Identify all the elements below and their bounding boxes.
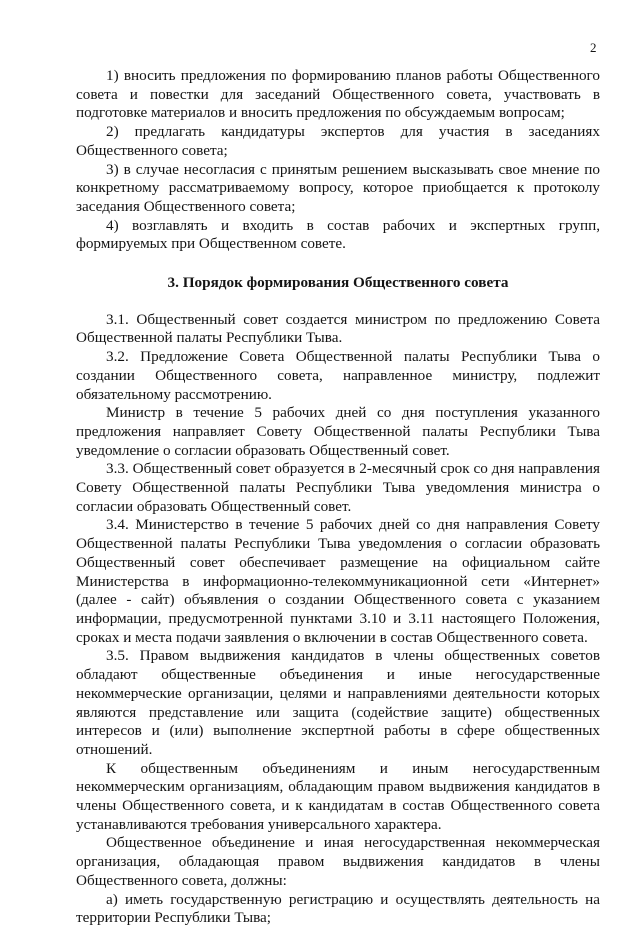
paragraph: 3.4. Министерство в течение 5 рабочих дней со дня направления Совету Общественной палаты Республики Тыва уведомления о согласии образовать Общественный совет обеспечивает размещение на официальном сайте Министерства в информационно-телекоммуникационной сети «Интернет» (далее - сайт) объявления о создании Общественного совета с указанием информации, предусмотренной пунктами 3.10 и 3.11 настоящего Положения, сроках и места подачи заявления о включении в состав Общественного совета.	[76, 516, 600, 646]
paragraph: 4) возглавлять и входить в состав рабочих и экспертных групп, формируемых при Общественном совете.	[76, 216, 600, 253]
section-heading: 3. Порядок формирования Общественного совета	[167, 274, 509, 292]
paragraph: 3) в случае несогласия с принятым решением высказывать свое мнение по конкретному рассматриваемому вопросу, которое приобщается к протоколу заседания Общественного совета;	[76, 160, 600, 215]
paragraph: К общественным объединениям и иным негосударственным некоммерческим организациям, обладающим правом выдвижения кандидатов в члены Общественного совета, и к кандидатам в состав Общественного совета устанавливаются требования универсального характера.	[76, 759, 600, 833]
paragraph: Министр в течение 5 рабочих дней со дня поступления указанного предложения направляет Совету Общественной палаты Республики Тыва уведомление о согласии образовать Общественный совет.	[76, 404, 600, 459]
paragraph: 3.3. Общественный совет образуется в 2-месячный срок со дня направления Совету Общественной палаты Республики Тыва уведомления министра о согласии образовать Общественный совет.	[76, 460, 600, 515]
page-number: 2	[590, 40, 597, 55]
paragraph: Общественное объединение и иная негосударственная некоммерческая организация, обладающая правом выдвижения кандидатов в члены Общественного совета, должны:	[76, 834, 600, 889]
paragraph: а) иметь государственную регистрацию и осуществлять деятельность на территории Республики Тыва;	[76, 890, 600, 927]
paragraph: 1) вносить предложения по формированию планов работы Общественного совета и повестки для заседаний Общественного совета, участвовать в подготовке материалов и вносить предложения по обсуждаемым вопросам;	[76, 67, 600, 122]
paragraph: 3.2. Предложение Совета Общественной палаты Республики Тыва о создании Общественного совета, направленное министру, подлежит обязательному рассмотрению.	[76, 348, 600, 403]
paragraph: 3.5. Правом выдвижения кандидатов в члены общественных советов обладают общественные объединения и иные негосударственные некоммерческие организации, целями и направлениями деятельности которых являются представление или защита (содействие защите) общественных интересов и (или) выполнение экспертной работы в сфере общественных отношений.	[76, 647, 600, 758]
document-body	[76, 67, 600, 928]
paragraph: 2) предлагать кандидатуры экспертов для участия в заседаниях Общественного совета;	[76, 123, 600, 159]
paragraph: 3.1. Общественный совет создается министром по предложению Совета Общественной палаты Республики Тыва.	[76, 310, 600, 347]
